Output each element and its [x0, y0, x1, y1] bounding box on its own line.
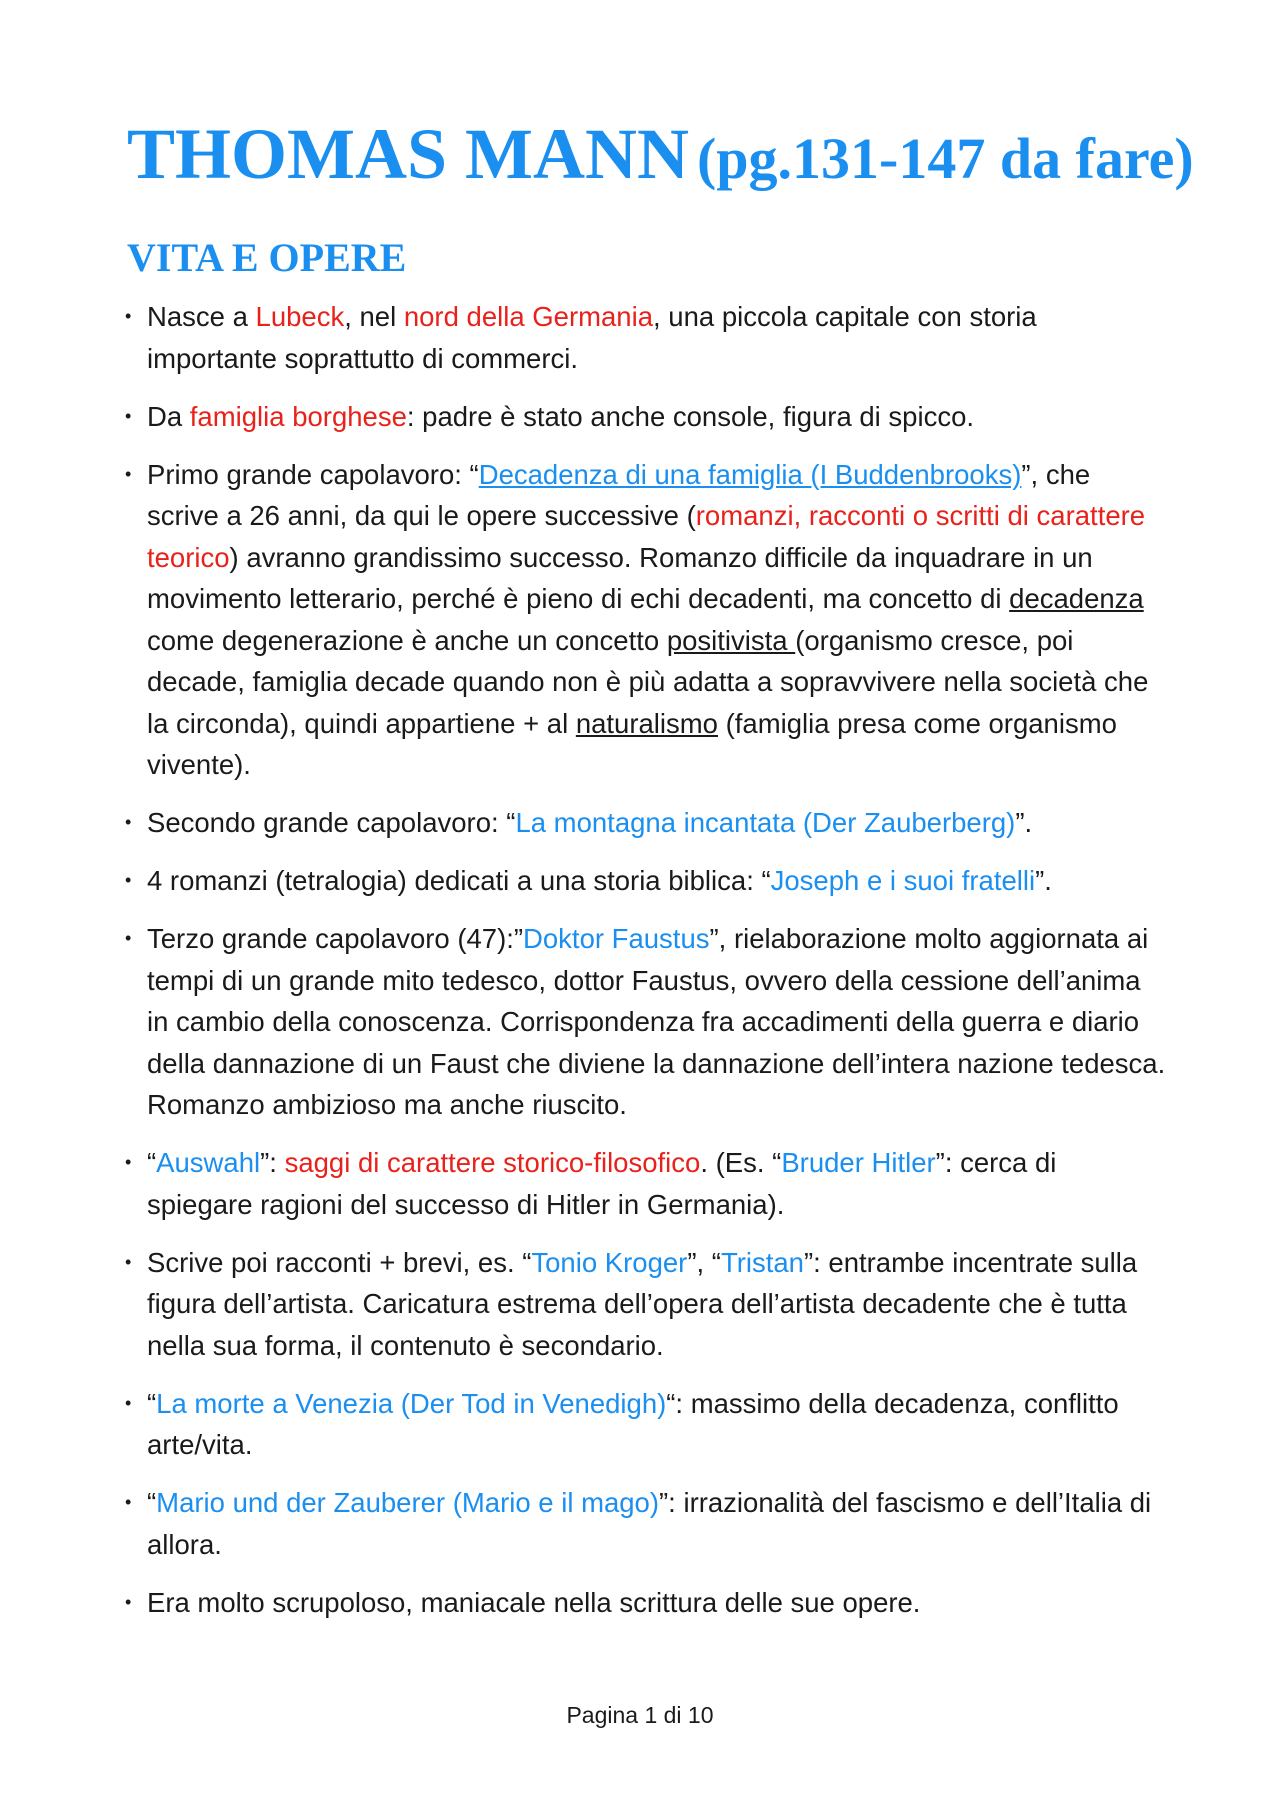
text-segment: 4 romanzi (tetralogia) dedicati a una storia biblica: “ — [147, 865, 771, 896]
text-segment: ”. — [1015, 807, 1033, 838]
text-segment: : padre è stato anche console, figura di spicco. — [406, 400, 975, 432]
highlighted-text: romanzi, racconti o scritti di carattere teorico — [147, 500, 1146, 573]
highlighted-text: La morte a Venezia (Der Tod in Venedigh) — [156, 1387, 667, 1419]
highlighted-text: Mario und der Zauberer (Mario e il mago) — [156, 1487, 660, 1518]
list-item — [127, 454, 1167, 786]
highlighted-text: La montagna incantata (Der Zauberberg) — [515, 807, 1016, 838]
highlighted-text: Tristan — [720, 1246, 804, 1278]
highlighted-text: Auswahl — [156, 1147, 261, 1178]
list-item — [127, 1242, 1167, 1367]
list-item — [127, 1142, 1167, 1225]
highlighted-text: famiglia borghese — [189, 400, 407, 432]
text-link[interactable]: Decadenza di una famiglia (I Buddenbrooks) — [478, 458, 1022, 490]
text-segment: ) avranno grandissimo successo. Romanzo difficile da inquadrare in un movimento letterario, perché è pieno di echi decadenti, ma concetto di — [147, 541, 1093, 614]
text-segment: (organismo cresce, poi decade, famiglia decade quando non è più adatta a sopravvivere nella società che la circonda), quindi appartiene + al — [147, 624, 1149, 739]
text-segment: ”: — [260, 1147, 285, 1178]
text-segment: Secondo grande capolavoro: “ — [147, 807, 516, 838]
highlighted-text: Bruder Hitler — [781, 1147, 936, 1178]
text-segment: “ — [147, 1487, 157, 1518]
highlighted-text: Tonio Kroger — [531, 1246, 688, 1278]
list-item — [127, 396, 1167, 438]
bullet-list — [127, 296, 1167, 1640]
text-segment: , una piccola capitale con storia importante soprattutto di commerci. — [147, 301, 1037, 374]
text-segment: . (Es. “ — [700, 1147, 782, 1178]
text-segment: Primo grande capolavoro: “ — [147, 458, 479, 490]
list-item — [127, 918, 1167, 1126]
text-segment: Era molto scrupoloso, maniacale nella scrittura delle sue opere. — [147, 1586, 921, 1618]
list-item — [127, 860, 1167, 902]
text-segment: “: massimo della decadenza, conflitto arte/vita. — [147, 1387, 1119, 1460]
highlighted-text: saggi di carattere storico-filosofico — [284, 1147, 701, 1178]
text-segment: (famiglia presa come organismo vivente). — [147, 707, 1117, 780]
text-segment: ”: cerca di spiegare ragioni del successo di Hitler in Germania). — [147, 1147, 1057, 1220]
text-segment: ”: entrambe incentrate sulla figura dell’artista. Caricatura estrema dell’opera dell’artista decadente che è tutta nella sua forma, il contenuto è secondario. — [147, 1246, 1138, 1361]
list-item — [127, 1383, 1167, 1466]
text-segment: Scrive poi racconti + brevi, es. “ — [147, 1246, 532, 1278]
page-title — [127, 114, 1194, 194]
highlighted-text: Lubeck — [255, 301, 345, 332]
section-title: VITA E OPERE — [127, 235, 407, 280]
text-segment: , nel — [344, 301, 404, 332]
highlighted-text: Joseph e i suoi fratelli — [770, 865, 1036, 896]
highlighted-text: nord della Germania — [403, 301, 654, 332]
text-segment: Nasce a — [147, 301, 256, 332]
highlighted-text: decadenza — [1009, 583, 1144, 614]
highlighted-text: positivista — [666, 624, 796, 656]
text-segment: Da — [147, 400, 190, 432]
list-item — [127, 296, 1167, 379]
text-segment: ”: irrazionalità del fascismo e dell’Italia di allora. — [147, 1487, 1152, 1560]
text-segment: ”. — [1035, 865, 1052, 896]
highlighted-text: Doktor Faustus — [523, 923, 710, 954]
highlighted-text: naturalismo — [575, 707, 718, 739]
text-segment: Terzo grande capolavoro (47):” — [147, 923, 524, 954]
list-item — [127, 1582, 1167, 1624]
text-segment: ”, rielaborazione molto aggiornata ai tempi di un grande mito tedesco, dottor Faustus, ovvero della cessione dell’anima in cambio della conoscenza. Corrispondenza fra accadimenti della guerra e diario della dannazione di un Faust che diviene la dannazione dell’intera nazione tedesca. Romanzo ambizioso ma anche riuscito. — [147, 923, 1166, 1120]
text-segment: ”, che scrive a 26 anni, da qui le opere successive ( — [147, 458, 1091, 531]
list-item — [127, 802, 1167, 844]
list-item — [127, 1482, 1167, 1565]
text-segment: ”, “ — [687, 1246, 721, 1278]
text-segment: “ — [147, 1147, 157, 1178]
text-segment: come degenerazione è anche un concetto — [147, 624, 667, 656]
page-title-sub: (pg.131-147 da fare) — [696, 126, 1194, 191]
page-number: Pagina 1 di 10 — [566, 1702, 714, 1728]
page-title-main: THOMAS MANN — [127, 114, 689, 194]
text-segment: “ — [147, 1387, 157, 1419]
